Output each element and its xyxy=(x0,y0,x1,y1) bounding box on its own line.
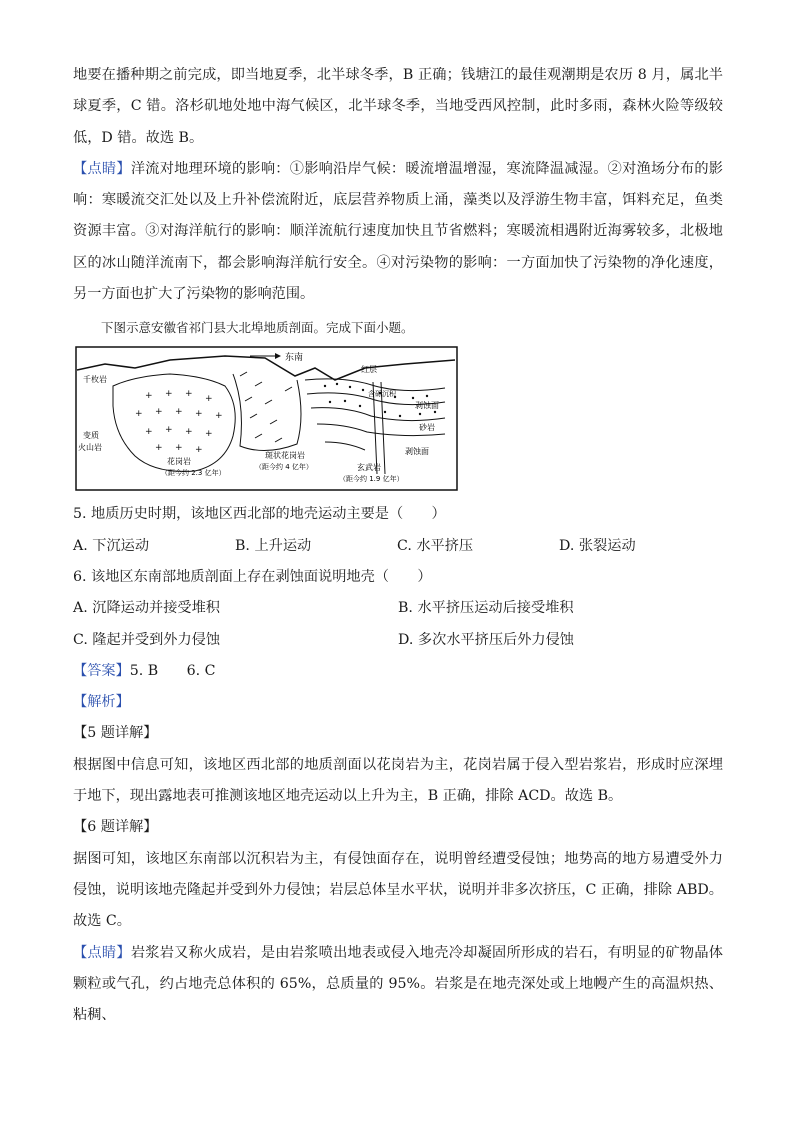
paragraph-continuation: 地要在播种期之前完成，即当地夏季，北半球冬季，B 正确；钱塘江的最佳观潮期是农历 8 月，属北半球夏季，C 错。洛杉矶地处地中海气候区，北半球冬季，当地受西风控制，此时多雨，森林火险等级较低，D 错。故选 B。 xyxy=(73,67,723,146)
svg-text:+: + xyxy=(155,443,163,454)
geologic-profile-svg xyxy=(75,346,458,491)
svg-text:+: + xyxy=(175,443,183,454)
label-erosion-surface-1: 剥蚀面 xyxy=(415,401,439,411)
svg-text:+: + xyxy=(185,389,193,400)
tip-magmatic-rock xyxy=(73,938,723,1032)
tip-text: 洋流对地理环境的影响：①影响沿岸气候：暖流增温增湿，寒流降温减湿。②对渔场分布的影响：寒暖流交汇处以及上升补偿流附近，底层营养物质上涌，藻类以及浮游生物丰富，饵料充足，鱼类资源丰富。③对海洋航行的影响：顺洋流航行速度加快且节省燃料；寒暖流相遇附近海雾较多，北极地区的冰山随洋流南下，都会影响海洋航行安全。④对污染物的影响：一方面加快了污染物的净化速度，另一方面也扩大了污染物的影响范围。 xyxy=(73,160,723,303)
tip-2-label: 【点睛】 xyxy=(73,944,131,961)
svg-text:+: + xyxy=(165,389,173,400)
q6-option-b[interactable]: B. 水平挤压运动后接受堆积 xyxy=(398,600,574,617)
tip-2-text: 岩浆岩又称火成岩，是由岩浆喷出地表或侵入地壳冷却凝固所形成的岩石，有明显的矿物晶体颗粒或气孔，约占地壳总体积的 65%，总质量的 95%。岩浆是在地壳深处或上地幔产生的高温炽热、粘稠、 xyxy=(73,944,723,1024)
answer-text: 5. B 6. C xyxy=(129,662,216,679)
q5-option-b[interactable]: B. 上升运动 xyxy=(235,537,312,554)
svg-text:+: + xyxy=(145,427,153,438)
detail-6-text: 据图可知，该地区东南部以沉积岩为主，有侵蚀面存在，说明曾经遭受侵蚀；地势高的地方易遭受外力侵蚀，说明该地壳隆起并受到外力侵蚀；岩层总体呈水平状，说明并非多次挤压，C 正确，排除 ABD。故选 C。 xyxy=(73,850,723,930)
svg-text:+: + xyxy=(215,411,223,422)
svg-text:+: + xyxy=(165,425,173,436)
q6-option-d[interactable]: D. 多次水平挤压后外力侵蚀 xyxy=(398,631,574,648)
document-page xyxy=(73,60,723,1031)
svg-text:+: + xyxy=(185,427,193,438)
detail-5-label: 【5 题详解】 xyxy=(73,725,158,742)
detail-5-text: 根据图中信息可知，该地区西北部的地质剖面以花岗岩为主，花岗岩属于侵入型岩浆岩，形成时应深埋于地下，现出露地表可推测该地区地壳运动以上升为主，B 正确，排除 ACD。故选 B。 xyxy=(73,756,723,805)
question-6-options-row-2 xyxy=(73,625,723,656)
figure-intro: 下图示意安徽省祁门县大北埠地质剖面。完成下面小题。 xyxy=(101,320,414,336)
analysis-label: 【解析】 xyxy=(73,694,130,711)
label-granite: 花岗岩 xyxy=(167,457,191,467)
label-basalt: 玄武岩 xyxy=(357,463,381,473)
svg-text:+: + xyxy=(145,391,153,402)
question-5: 5. 地质历史时期，该地区西北部的地壳运动主要是（ ） xyxy=(73,506,446,523)
question-6-options-row-1 xyxy=(73,593,723,624)
question-5-options xyxy=(73,531,723,562)
svg-text:+: + xyxy=(155,407,163,418)
svg-text:+: + xyxy=(205,429,213,440)
q6-option-a[interactable]: A. 沉降运动并接受堆积 xyxy=(73,600,220,617)
label-sandstone: 砂岩 xyxy=(419,423,435,433)
label-porphyritic-granite-age: （距今约 4 亿年） xyxy=(255,463,313,472)
tip-label: 【点睛】 xyxy=(73,160,131,177)
svg-text:+: + xyxy=(205,394,213,405)
label-phyllite: 千枚岩 xyxy=(83,375,107,385)
label-erosion-surface-2: 剥蚀面 xyxy=(405,447,429,457)
answer-label: 【答案】 xyxy=(73,662,130,679)
q6-option-c[interactable]: C. 隆起并受到外力侵蚀 xyxy=(73,631,221,648)
svg-text:+: + xyxy=(195,445,203,456)
direction-label: 东南 xyxy=(285,353,304,364)
detail-6-label: 【6 题详解】 xyxy=(73,819,158,836)
label-conglomerate: 含砾沉积 xyxy=(368,390,396,399)
question-6: 6. 该地区东南部地质剖面上存在剥蚀面说明地壳（ ） xyxy=(73,568,432,585)
q5-option-d[interactable]: D. 张裂运动 xyxy=(559,537,636,554)
svg-text:+: + xyxy=(175,407,183,418)
label-red-beds: 红层 xyxy=(361,365,377,375)
label-porphyritic-granite: 斑状花岗岩 xyxy=(265,451,305,461)
geologic-profile-figure xyxy=(75,346,458,491)
label-granite-age: （距今约 2.3 亿年） xyxy=(161,469,226,478)
paragraph-tip-ocean-currents xyxy=(73,154,723,310)
svg-text:+: + xyxy=(195,409,203,420)
q5-option-c[interactable]: C. 水平挤压 xyxy=(397,537,474,554)
label-volcanic: 火山岩 xyxy=(78,443,102,453)
label-metamorphic: 变质 xyxy=(83,431,99,441)
answer-line xyxy=(73,656,723,687)
q5-option-a[interactable]: A. 下沉运动 xyxy=(73,537,150,554)
label-basalt-age: （距今约 1.9 亿年） xyxy=(339,475,404,484)
svg-text:+: + xyxy=(135,409,143,420)
